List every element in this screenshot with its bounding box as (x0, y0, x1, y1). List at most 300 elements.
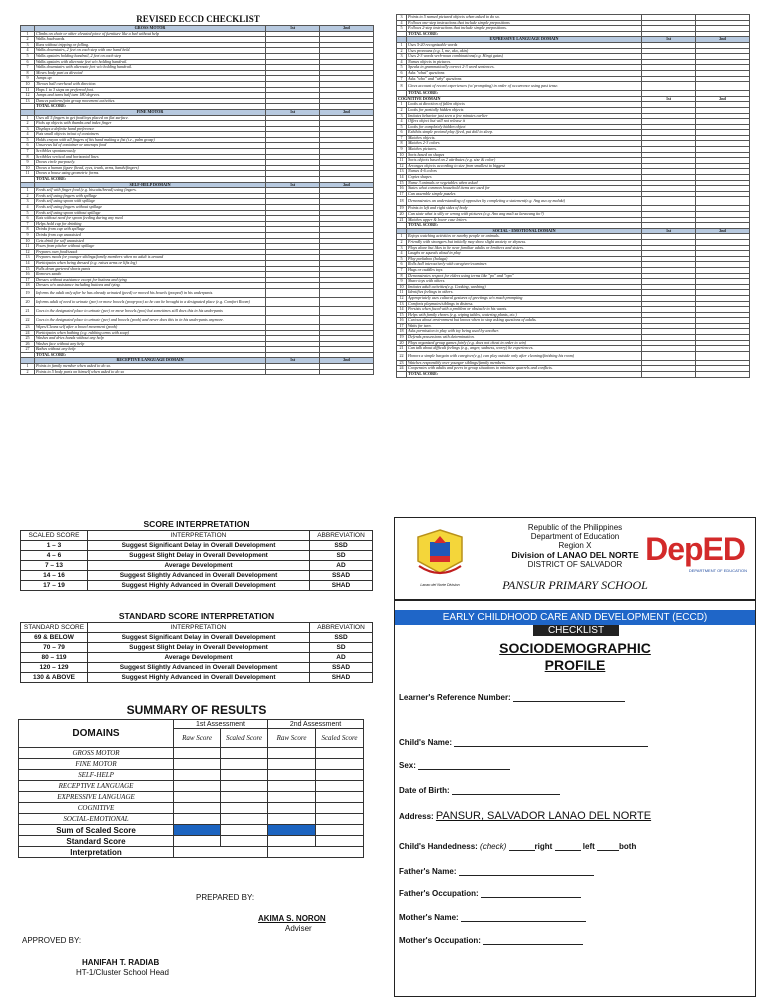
header-line-3: Region X (558, 541, 592, 550)
item-text: Throws ball overhead with direction. (35, 81, 266, 87)
assessment-2-header: 2nd (696, 228, 750, 234)
summary-score-cell[interactable] (268, 803, 316, 814)
item-text: Helps hold cup for drinking (35, 221, 266, 227)
item-text: Imitates behavior just seen a few minutes earlier (407, 113, 642, 119)
item-number: 19 (397, 335, 407, 341)
sociodemographic-profile (394, 517, 756, 997)
score-cell-2[interactable] (320, 288, 374, 297)
total-score-label: TOTAL SCORE: (407, 91, 642, 97)
summary-domain-row (19, 748, 364, 759)
item-text: Washes and dries hands without any help (35, 336, 266, 342)
division-seal-caption: Lanao del Norte Division (420, 583, 460, 587)
item-text: Demonstrates an understanding of opposites by completing a statement(e.g. Ang aso ay malaki) (407, 197, 642, 206)
dob-field[interactable] (399, 786, 560, 795)
item-number: 10 (397, 284, 407, 290)
item-text: Runs without tripping or falling. (35, 42, 266, 48)
item-number: 5 (397, 124, 407, 130)
summary-score-cell[interactable] (268, 792, 316, 803)
summary-score-cell[interactable] (221, 803, 268, 814)
total-blank (397, 372, 407, 378)
item-text: Participates when being dressed (e.g. raises arms or lifts leg) (35, 260, 266, 266)
summary-score-cell[interactable] (316, 836, 364, 847)
domain-title: RECEPTIVE LANGUAGE DOMAIN (35, 358, 266, 364)
item-text: Friendly with strangers but initially may show slight anxiety or shyness. (407, 239, 642, 245)
mother-occupation-line (483, 944, 583, 945)
interpretation-text: Suggest Significant Delay in Overall Development (88, 633, 310, 643)
item-number: 17 (397, 191, 407, 197)
summary-total-row (19, 825, 364, 836)
score-cell-1[interactable] (266, 315, 320, 324)
prepared-by-name: AKIMA S. NORON (258, 914, 326, 923)
item-text: Walks downstairs, 2 feet on each step with one hand held. (35, 48, 266, 54)
summary-domain-row (19, 814, 364, 825)
checklist-item-row (397, 197, 750, 206)
item-number: 6 (397, 262, 407, 268)
item-text: Uses 5-20 recognizable words (407, 42, 642, 48)
item-number: 6 (397, 70, 407, 76)
item-text: Walks upstairs holding handrail, 2 feet on each step (35, 53, 266, 59)
item-number: 9 (397, 147, 407, 153)
item-number: 26 (21, 341, 35, 347)
summary-interpretation-cell-2[interactable] (268, 847, 364, 858)
summary-score-cell[interactable] (221, 825, 268, 836)
total-cell-2[interactable] (696, 372, 750, 378)
item-text: Offers object but will not release it (407, 119, 642, 125)
item-number: 19 (21, 288, 35, 297)
standard-interpretation-table (20, 622, 373, 683)
item-text: Sorts objects based on 2 attributes (e.g. size & color) (407, 158, 642, 164)
item-number: 7 (397, 267, 407, 273)
item-number: 7 (397, 135, 407, 141)
summary-score-cell[interactable] (174, 770, 221, 781)
item-number: 12 (21, 93, 35, 99)
item-number: 3 (21, 126, 35, 132)
item-number: 13 (397, 301, 407, 307)
item-number: 3 (397, 113, 407, 119)
summary-score-cell[interactable] (316, 770, 364, 781)
assessment-1-header: 1st (642, 228, 696, 234)
item-text: Honors a simple bargain with caregiver(e.g.) can play outside only after cleaning/finishing his room) (407, 351, 642, 360)
domain-title: FINE MOTOR (35, 109, 266, 115)
summary-score-cell[interactable] (174, 814, 221, 825)
prepared-by-label: PREPARED BY: (196, 893, 255, 902)
summary-score-cell[interactable] (268, 748, 316, 759)
item-number: 3 (397, 15, 407, 21)
abbreviation: AD (310, 653, 373, 663)
total-score-label: TOTAL SCORE: (35, 177, 266, 183)
address-value: PANSUR, SALVADOR LANAO DEL NORTE (435, 810, 652, 822)
checklist-item-row (21, 369, 374, 375)
item-number: 11 (21, 87, 35, 93)
checklist-item-row (21, 306, 374, 315)
header-line-5: DISTRICT OF SALVADOR (527, 560, 623, 569)
item-text: Picks up objects with thumbs and index finger (35, 121, 266, 127)
item-text: Looks at direction of fallen objects (407, 102, 642, 108)
raw-score-header: Raw Score (268, 729, 316, 748)
item-text: Bathes without any help (35, 347, 266, 353)
item-number: 9 (21, 160, 35, 166)
item-text: Pulls down gartered shorts pants (35, 266, 266, 272)
assessment-2-header: 2nd (696, 96, 750, 102)
header-line-1: Republic of the Philippines (527, 523, 623, 532)
summary-score-cell[interactable] (174, 792, 221, 803)
item-text: Play peekaboo (bulaga) (407, 256, 642, 262)
item-number: 2 (21, 37, 35, 43)
score-cell-1[interactable] (642, 82, 696, 91)
summary-interpretation-cell-1[interactable] (174, 847, 268, 858)
handedness-field[interactable] (399, 842, 636, 851)
summary-sum-scaled-label: Sum of Scaled Score (19, 825, 174, 836)
domain-title: SELF-HELP DOMAIN (35, 182, 266, 188)
item-number: 5 (21, 53, 35, 59)
both-option: both (619, 842, 637, 851)
domain-title: GROSS MOTOR (35, 26, 266, 32)
summary-score-cell[interactable] (221, 748, 268, 759)
summary-score-cell[interactable] (221, 814, 268, 825)
item-text: Names objects in pictures. (407, 59, 642, 65)
right-line[interactable] (509, 850, 535, 851)
item-text: Walks upstairs with alternate feet w/o holding handrail. (35, 59, 266, 65)
item-number: 23 (397, 360, 407, 366)
item-number: 1 (397, 102, 407, 108)
father-name-field[interactable] (399, 867, 594, 876)
assessment-1-header: 1st (642, 37, 696, 43)
item-text: Goes to the designated place to urinate (pee) or move bowels (poo) but sometimes still does this in his underpants (35, 306, 266, 315)
item-number: 12 (397, 295, 407, 301)
summary-score-cell[interactable] (316, 748, 364, 759)
item-text: Feeds self using fingers with spillage (35, 193, 266, 199)
item-number: 17 (397, 323, 407, 329)
item-text: Walks backwards. (35, 37, 266, 43)
item-text: Climbs on chair or other elevated piece of furniture like a bed without help (35, 31, 266, 37)
school-name: PANSUR PRIMARY SCHOOL (502, 578, 648, 592)
summary-domain-row (19, 803, 364, 814)
item-text: Informs adult of need to urinate (pee) or move bowels (poop-poo) so he can be brought to a designated place (e.g. Comfort Room) (35, 297, 266, 306)
summary-score-cell[interactable] (221, 836, 268, 847)
assessment-2-header: 2nd (320, 26, 374, 32)
item-number: 11 (397, 158, 407, 164)
interpretation-row (21, 673, 373, 683)
item-text: Asks "who" and "why" questions (407, 76, 642, 82)
item-text: Drinks from cup unassisted (35, 232, 266, 238)
score-cell-1[interactable] (642, 351, 696, 360)
mother-occupation-field[interactable] (399, 936, 583, 945)
assessment-1-header: 1st (266, 26, 320, 32)
item-number: 14 (397, 175, 407, 181)
abbreviation: SSD (310, 633, 373, 643)
dob-line (452, 794, 560, 795)
checklist-item-row (21, 288, 374, 297)
item-text: Plays organized group games fairly (e.g. does not cheat in order to win) (407, 340, 642, 346)
item-text: Gives account of recent experiences (w/ prompting) in order of occurrence using past tense. (407, 82, 642, 91)
summary-score-cell[interactable] (174, 825, 221, 836)
item-number: 15 (397, 312, 407, 318)
right-option: right (534, 842, 553, 851)
item-text: Scribbles spontaneously (35, 149, 266, 155)
item-number: 5 (21, 210, 35, 216)
left-line[interactable] (555, 850, 581, 851)
summary-score-cell[interactable] (316, 803, 364, 814)
father-occupation-label: Father's Occupation: (399, 889, 479, 898)
score-interpretation-table (20, 530, 373, 591)
item-number: 11 (21, 171, 35, 177)
item-text: Draws circle purposely. (35, 160, 266, 166)
summary-score-cell[interactable] (221, 781, 268, 792)
assessment-1-header: 1st (266, 182, 320, 188)
item-number: 5 (21, 137, 35, 143)
item-number: 8 (21, 70, 35, 76)
summary-score-cell[interactable] (221, 759, 268, 770)
father-name-label: Father's Name: (399, 867, 457, 876)
summary-title: SUMMARY OF RESULTS (126, 703, 267, 717)
interpretation-row (21, 643, 373, 653)
interpretation-text: Suggest Slightly Advanced in Overall Development (88, 663, 310, 673)
total-score-label: TOTAL SCORE: (35, 104, 266, 110)
item-text: Holds crayon with all fingers of his hand making a fist (i.e., palm grasp) (35, 137, 266, 143)
assessment-2-header: 2nd (320, 182, 374, 188)
score-cell-2[interactable] (320, 315, 374, 324)
child-name-label: Child's Name: (399, 738, 453, 747)
item-number: 15 (397, 180, 407, 186)
summary-score-cell[interactable] (268, 759, 316, 770)
item-number: 27 (21, 347, 35, 353)
item-text: Looks for completely hidden object (407, 124, 642, 130)
summary-score-cell[interactable] (316, 814, 364, 825)
item-number: 5 (397, 26, 407, 32)
summary-score-cell[interactable] (268, 781, 316, 792)
item-number: 2 (397, 48, 407, 54)
item-text: Jumps up (35, 76, 266, 82)
address-label: Address: (399, 812, 434, 821)
item-number: 20 (21, 297, 35, 306)
interpretation-row (21, 653, 373, 663)
column-header: INTERPRETATION (88, 623, 310, 633)
approved-by-name: HANIFAH T. RADIAB (82, 958, 160, 967)
summary-score-cell[interactable] (268, 770, 316, 781)
column-header: STANDARD SCORE (21, 623, 88, 633)
summary-score-cell[interactable] (221, 770, 268, 781)
top-rule (395, 599, 755, 601)
item-text: Informs the adult only after he has already urinated (peed) or moved his bowels (pooped) in his underpants. (35, 288, 266, 297)
item-text: Speaks in grammatically correct 2-3 word sentences. (407, 65, 642, 71)
summary-score-cell[interactable] (268, 814, 316, 825)
score-cell-2[interactable] (320, 306, 374, 315)
item-number: 24 (21, 330, 35, 336)
item-text: Hops 1 to 3 steps on preferred foot. (35, 87, 266, 93)
summary-domain-name: SOCIAL-EMOTIONAL (19, 814, 174, 825)
score-range: 69 & BELOW (21, 633, 88, 643)
item-text: Looks for partially hidden objects (407, 107, 642, 113)
summary-score-cell[interactable] (174, 781, 221, 792)
header-line-4: Division of LANAO DEL NORTE (511, 550, 639, 560)
summary-domain-row (19, 781, 364, 792)
item-number: 1 (21, 31, 35, 37)
lrn-line (513, 701, 625, 702)
item-number: 3 (21, 42, 35, 48)
summary-score-cell[interactable] (316, 825, 364, 836)
summary-total-row (19, 836, 364, 847)
checklist-table-left (20, 25, 374, 375)
score-range: 70 – 79 (21, 643, 88, 653)
item-number: 23 (21, 324, 35, 330)
item-number: 13 (21, 98, 35, 104)
domain-title: COGNITIVE DOMAIN (397, 96, 642, 102)
item-text: Uses pronouns (e.g. I, me, ako, akin) (407, 48, 642, 54)
sex-field[interactable] (399, 761, 510, 770)
item-text: Watches responsibly over younger siblings/family members. (407, 360, 642, 366)
summary-domain-name: GROSS MOTOR (19, 748, 174, 759)
item-text: Dresses without assistance except for buttons and tying (35, 277, 266, 283)
item-text: Moves body part as directed (35, 70, 266, 76)
item-number: 15 (21, 266, 35, 272)
summary-standard-label: Standard Score (19, 836, 174, 847)
item-text: Waits for turn. (407, 323, 642, 329)
item-number: 21 (397, 217, 407, 223)
father-name-line (459, 875, 594, 876)
item-text: Wipes/Cleans self after a bowel movement (pooh) (35, 324, 266, 330)
score-cell-1[interactable] (266, 297, 320, 306)
item-number: 10 (21, 165, 35, 171)
item-text: Uses all 5 fingers to get food/toys placed on flat surface. (35, 115, 266, 121)
handedness-check-note: (check) (480, 842, 507, 851)
interpretation-text: Suggest Slightly Advanced in Overall Development (88, 571, 310, 581)
item-number: 4 (21, 205, 35, 211)
item-text: Displays a definite hand preference (35, 126, 266, 132)
raw-score-header: Raw Score (174, 729, 221, 748)
summary-score-cell[interactable] (268, 836, 316, 847)
score-cell-2[interactable] (696, 351, 750, 360)
summary-domain-name: SELF-HELP (19, 770, 174, 781)
checklist-title: REVISED ECCD CHECKLIST (136, 14, 260, 24)
dob-label: Date of Birth: (399, 786, 450, 795)
interpretation-text: Suggest Highly Advanced in Overall Development (88, 581, 310, 591)
abbreviation: AD (310, 561, 373, 571)
column-header: ABBREVIATION (310, 623, 373, 633)
left-option: left (582, 842, 595, 851)
item-text: Draws a human figure (head, eyes, trunk, arms, hands/fingers) (35, 165, 266, 171)
item-number: 5 (397, 65, 407, 71)
sex-line (418, 769, 510, 770)
assessment1-header: 1st Assessment (174, 720, 268, 729)
item-text: Identifies feelings in others. (407, 290, 642, 296)
interpretation-text: Suggest Significant Delay in Overall Development (88, 541, 310, 551)
item-text: Curious about environment but knows when to stop asking questions of adults. (407, 318, 642, 324)
item-text: Exhibits simple pretend play (feed, put doll to sleep. (407, 130, 642, 136)
child-name-field[interactable] (399, 738, 648, 747)
item-number: 18 (21, 283, 35, 289)
item-text: Imitates adult activities(e.g. Cooking, washing) (407, 284, 642, 290)
score-cell-1[interactable] (266, 306, 320, 315)
assessment-2-header: 2nd (320, 109, 374, 115)
score-range: 120 – 129 (21, 663, 88, 673)
total-score-label: TOTAL SCORE: (407, 223, 642, 229)
item-text: Unscrews lid of container or unwraps food (35, 143, 266, 149)
item-number: 14 (397, 307, 407, 313)
total-score-label: TOTAL SCORE: (35, 352, 266, 358)
score-range: 4 – 6 (21, 551, 88, 561)
item-text: Feeds self using fingers without spillage (35, 205, 266, 211)
score-cell-1[interactable] (266, 369, 320, 375)
father-occupation-field[interactable] (399, 889, 581, 898)
item-number: 6 (21, 216, 35, 222)
item-text: Asks permission to play with toy being used by another. (407, 329, 642, 335)
summary-score-cell[interactable] (174, 759, 221, 770)
interpretation-header-row (21, 623, 373, 633)
deped-logo: DepED (645, 531, 745, 567)
item-number: 22 (21, 315, 35, 324)
score-cell-1[interactable] (266, 288, 320, 297)
score-range: 80 – 119 (21, 653, 88, 663)
item-text: Points to left and right sides of body (407, 206, 642, 212)
item-number: 4 (21, 48, 35, 54)
score-cell-2[interactable] (320, 369, 374, 375)
item-text: Hugs or cuddles toys (407, 267, 642, 273)
item-number: 1 (397, 234, 407, 240)
total-score-row (397, 372, 750, 378)
item-text: Matches 2-3 colors (407, 141, 642, 147)
assessment-2-header: 2nd (320, 358, 374, 364)
item-number: 4 (397, 20, 407, 26)
item-number: 20 (397, 340, 407, 346)
summary-score-cell[interactable] (316, 792, 364, 803)
mother-name-field[interactable] (399, 913, 586, 922)
summary-score-cell[interactable] (174, 803, 221, 814)
item-number: 18 (397, 329, 407, 335)
item-text: Removes sando (35, 272, 266, 278)
summary-score-cell[interactable] (316, 759, 364, 770)
assessment-1-header: 1st (642, 96, 696, 102)
item-text: Prepares own food/snack (35, 249, 266, 255)
item-text: Participates when bathing (e.g. rubbing arms with soap) (35, 330, 266, 336)
item-number: 7 (21, 65, 35, 71)
checklist-item-row (21, 297, 374, 306)
summary-score-cell[interactable] (221, 792, 268, 803)
item-number: 1 (21, 188, 35, 194)
item-text: Rolls ball interactively with caregiver/examiner. (407, 262, 642, 268)
summary-domain-name: FINE MOTOR (19, 759, 174, 770)
item-number: 13 (21, 255, 35, 261)
score-cell-2[interactable] (320, 297, 374, 306)
score-cell-1[interactable] (642, 197, 696, 206)
interpretation-row (21, 663, 373, 673)
scaled-score-header: Scaled Score (221, 729, 268, 748)
address-field (399, 810, 651, 822)
handedness-label: Child's Handedness: (399, 842, 478, 851)
score-cell-2[interactable] (696, 197, 750, 206)
abbreviation: SSAD (310, 571, 373, 581)
total-cell-1[interactable] (642, 372, 696, 378)
item-text: States what common household items are used for (407, 186, 642, 192)
prepared-by-role: Adviser (285, 924, 312, 933)
summary-score-cell[interactable] (268, 825, 316, 836)
assessment-1-header: 1st (266, 358, 320, 364)
summary-domain-name: EXPRESSIVE LANGUAGE (19, 792, 174, 803)
summary-score-cell[interactable] (174, 836, 221, 847)
score-cell-2[interactable] (696, 82, 750, 91)
lrn-field[interactable] (399, 693, 625, 702)
item-number: 16 (21, 272, 35, 278)
item-text: Comforts playmates/siblings in distress. (407, 301, 642, 307)
score-range: 14 – 16 (21, 571, 88, 581)
item-number: 1 (21, 115, 35, 121)
abbreviation: SD (310, 551, 373, 561)
deped-subtitle: DEPARTMENT OF EDUCATION (688, 568, 747, 573)
item-text: Feeds self using spoon without spillage (35, 210, 266, 216)
summary-score-cell[interactable] (316, 781, 364, 792)
summary-score-cell[interactable] (174, 748, 221, 759)
item-text: Matches upper & lower case letters (407, 217, 642, 223)
both-line[interactable] (597, 850, 619, 851)
